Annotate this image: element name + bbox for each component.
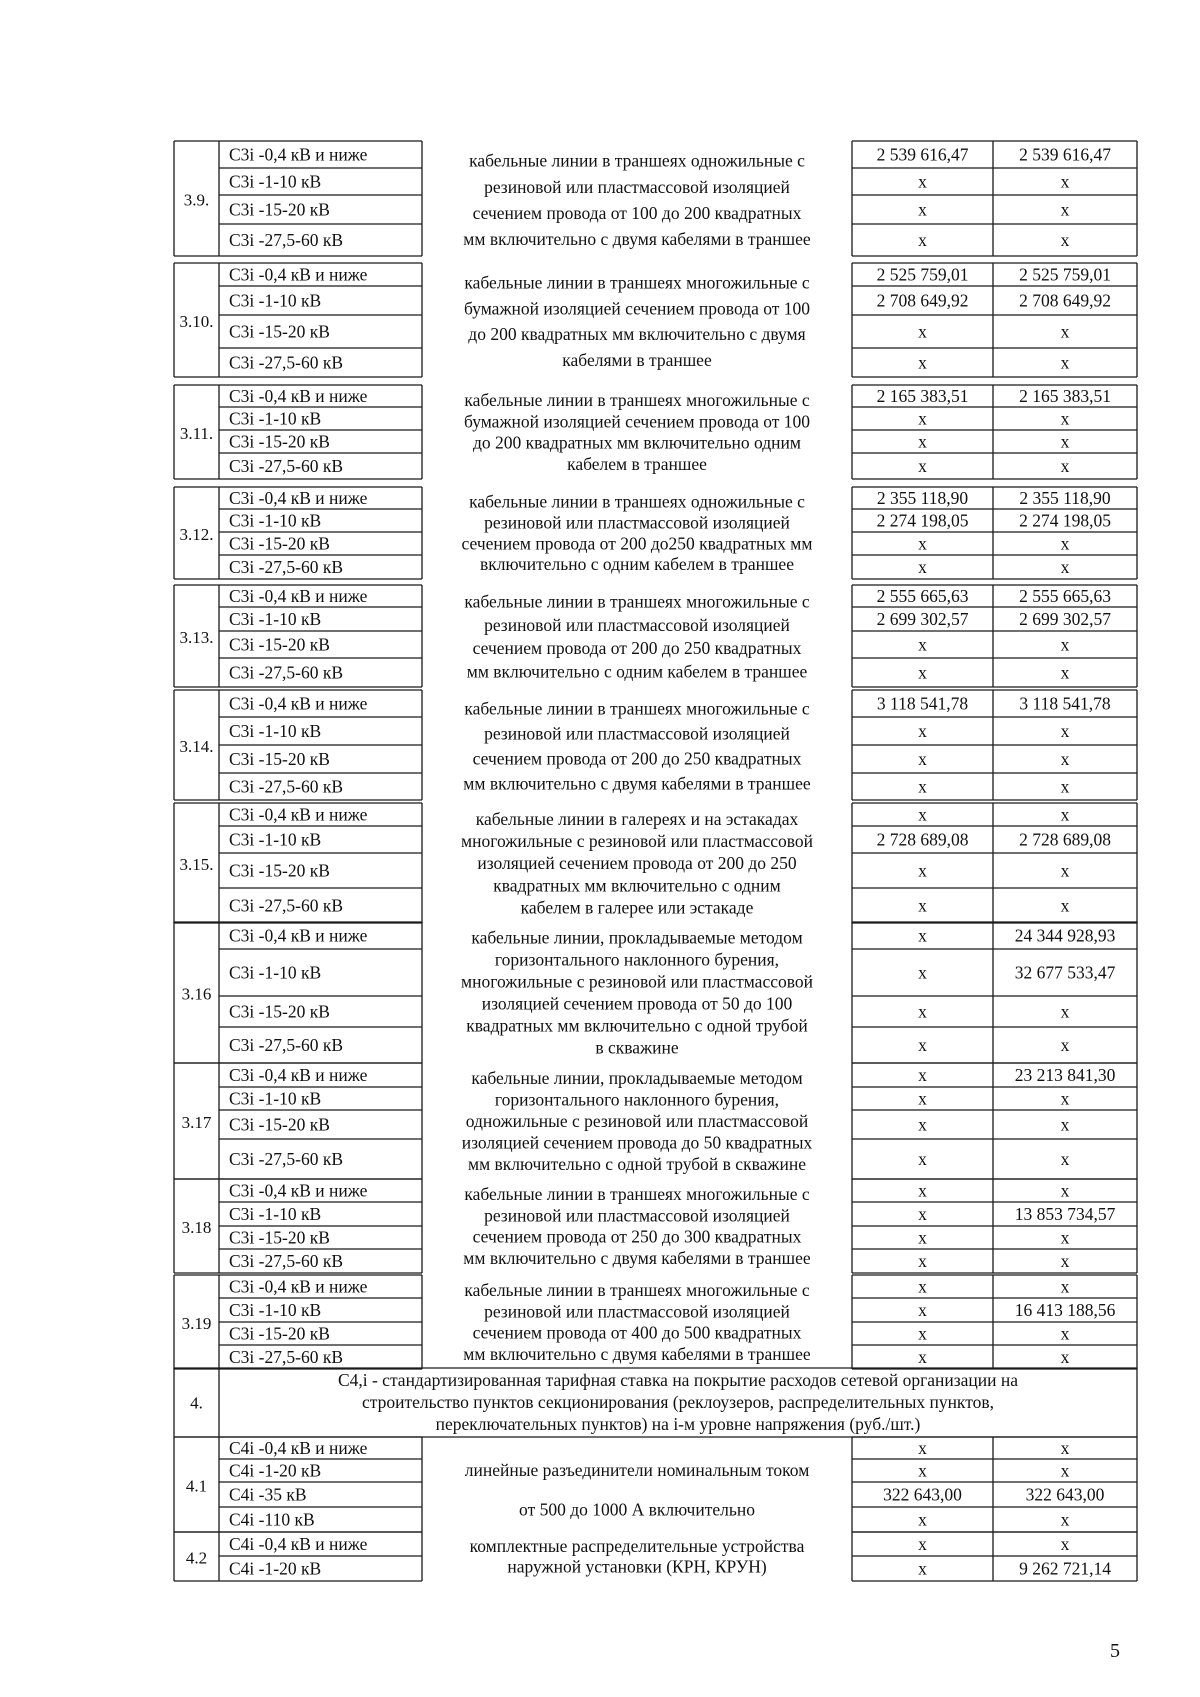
- description-line: кабельные линии в траншеях многожильные с: [464, 591, 810, 612]
- rate-value-col2: х: [1060, 1035, 1070, 1055]
- rate-value-col2: 23 213 841,30: [1014, 1065, 1116, 1085]
- section-header-line: переключательных пунктов) на i-м уровне напряжения (руб./шт.): [435, 1414, 921, 1434]
- voltage-level-label: С3i -15-20 кВ: [229, 860, 330, 881]
- rate-value-col2: 2 728 689,08: [1019, 829, 1111, 850]
- rate-value-col1: 2 539 616,47: [876, 144, 969, 165]
- description-line: квадратных мм включительно с одной трубой: [466, 1015, 808, 1036]
- rate-value-col2: 3 118 541,78: [1019, 693, 1111, 714]
- rate-value-col2: 2 699 302,57: [1019, 609, 1111, 629]
- rate-value-col2: х: [1060, 1438, 1070, 1458]
- description-line: от 500 до 1000 А включительно: [519, 1499, 755, 1520]
- voltage-level-label: С4i -0,4 кВ и ниже: [229, 1534, 368, 1554]
- rate-value-col2: х: [1060, 749, 1070, 769]
- section-number: 3.9.: [183, 190, 210, 210]
- voltage-level-label: С4i -1-20 кВ: [229, 1558, 322, 1579]
- rate-value-col2: х: [1060, 352, 1070, 373]
- rate-value-col2: х: [1060, 533, 1070, 554]
- description-line: до 200 квадратных мм включительно одним: [473, 432, 801, 453]
- rate-value-col2: х: [1060, 1347, 1070, 1367]
- description-line: многожильные с резиновой или пластмассовой: [461, 831, 813, 851]
- description-line: кабельные линии в траншеях одножильные с: [469, 150, 805, 171]
- section-number: 4.1: [185, 1476, 208, 1496]
- voltage-level-label: С3i -0,4 кВ и ниже: [229, 144, 368, 165]
- rate-value-col1: х: [918, 1204, 927, 1224]
- rate-value-col2: х: [1060, 860, 1070, 881]
- voltage-level-label: С4i -35 кВ: [229, 1484, 307, 1505]
- rate-value-col2: 24 344 928,93: [1014, 925, 1116, 946]
- description-line: комплектные распределительные устройства: [469, 1536, 805, 1557]
- voltage-level-label: С3i -15-20 кВ: [229, 749, 330, 769]
- rate-value-col1: х: [918, 431, 927, 452]
- rate-value-col2: 2 539 616,47: [1019, 144, 1111, 165]
- voltage-level-label: С3i -0,4 кВ и ниже: [229, 1180, 368, 1201]
- voltage-level-label: С3i -27,5-60 кВ: [229, 1035, 343, 1055]
- rate-value-col1: х: [918, 1227, 927, 1248]
- voltage-level-label: С3i -1-10 кВ: [229, 962, 322, 983]
- voltage-level-label: С3i -15-20 кВ: [229, 1323, 330, 1344]
- rate-value-col2: 2 555 665,63: [1019, 586, 1111, 606]
- section-number: 3.15.: [179, 855, 214, 874]
- rate-value-col1: 2 708 649,92: [876, 290, 969, 311]
- description-line: мм включительно с двумя кабелями в траншее: [463, 1344, 811, 1365]
- rate-value-col1: х: [918, 199, 927, 220]
- section-number: 3.19: [181, 1314, 212, 1333]
- rate-value-col1: х: [918, 352, 927, 373]
- rate-value-col2: х: [1060, 804, 1070, 825]
- rate-value-col1: 2 699 302,57: [876, 609, 969, 629]
- rate-value-col1: х: [918, 321, 927, 342]
- description-line: кабельные линии в траншеях многожильные с: [464, 1279, 810, 1300]
- rate-value-col1: 2 728 689,08: [876, 829, 969, 850]
- rate-value-col1: х: [918, 1276, 927, 1297]
- rate-value-col2: 32 677 533,47: [1014, 962, 1116, 983]
- rate-value-col1: 2 555 665,63: [876, 586, 969, 606]
- voltage-level-label: С3i -1-10 кВ: [229, 609, 322, 629]
- voltage-level-label: С3i -27,5-60 кВ: [229, 456, 343, 476]
- voltage-level-label: С3i -1-10 кВ: [229, 721, 322, 741]
- description-line: мм включительно с двумя кабелями в траншее: [463, 229, 811, 250]
- voltage-level-label: С3i -1-10 кВ: [229, 1088, 322, 1109]
- rate-value-col2: 16 413 188,56: [1014, 1300, 1116, 1320]
- rate-value-col2: х: [1060, 230, 1070, 250]
- rate-value-col1: х: [918, 962, 927, 983]
- voltage-level-label: С3i -0,4 кВ и ниже: [229, 1065, 368, 1085]
- voltage-level-label: С3i -1-10 кВ: [229, 829, 322, 850]
- voltage-level-label: С3i -1-10 кВ: [229, 408, 322, 429]
- rate-value-col1: х: [918, 456, 927, 476]
- rate-value-col2: х: [1060, 1114, 1070, 1135]
- rate-value-col1: 2 165 383,51: [876, 386, 969, 406]
- rate-value-col1: х: [918, 749, 927, 769]
- description-line: кабельные линии в траншеях многожильные с: [464, 1183, 810, 1204]
- rate-value-col2: х: [1060, 634, 1070, 655]
- description-line: сечением провода от 100 до 200 квадратных: [472, 202, 802, 223]
- description-line: мм включительно с двумя кабелями в траншее: [463, 1248, 811, 1269]
- rate-value-col2: х: [1060, 1276, 1070, 1297]
- voltage-level-label: С3i -15-20 кВ: [229, 1001, 330, 1022]
- voltage-level-label: С3i -1-10 кВ: [229, 290, 322, 311]
- section-number: 3.12.: [179, 525, 214, 544]
- description-line: кабелем в галерее или эстакаде: [520, 897, 754, 918]
- description-line: кабелями в траншее: [562, 350, 712, 371]
- rate-value-col2: х: [1060, 171, 1070, 192]
- voltage-level-label: С3i -0,4 кВ и ниже: [229, 488, 368, 508]
- rate-value-col1: х: [918, 662, 927, 683]
- description-line: кабельные линии в траншеях многожильные с: [464, 389, 810, 410]
- rate-value-col2: х: [1060, 895, 1070, 916]
- rate-value-col2: х: [1060, 431, 1070, 452]
- description-line: резиновой или пластмассовой изоляцией: [484, 723, 790, 744]
- voltage-level-label: С3i -15-20 кВ: [229, 1114, 330, 1135]
- rate-value-col1: х: [918, 804, 927, 825]
- rate-value-col2: х: [1060, 1180, 1070, 1201]
- description-line: кабельные линии в галереях и на эстакадах: [475, 808, 799, 829]
- rate-value-col1: х: [918, 1088, 927, 1109]
- rate-value-col1: х: [918, 1180, 927, 1201]
- section-number: 3.14.: [179, 737, 214, 756]
- description-line: кабельные линии в траншеях одножильные с: [469, 491, 805, 512]
- rate-value-col2: х: [1060, 321, 1070, 342]
- rate-value-col1: х: [918, 634, 927, 655]
- rate-value-col2: х: [1060, 1088, 1070, 1109]
- rate-value-col1: х: [918, 895, 927, 916]
- description-line: одножильные с резиновой или пластмассовой: [465, 1111, 809, 1132]
- voltage-level-label: С3i -1-10 кВ: [229, 1204, 322, 1224]
- voltage-level-label: С3i -0,4 кВ и ниже: [229, 386, 368, 406]
- voltage-level-label: С3i -27,5-60 кВ: [229, 895, 343, 916]
- voltage-level-label: С3i -15-20 кВ: [229, 199, 330, 220]
- description-line: кабелем в траншее: [567, 454, 707, 475]
- rate-value-col2: 13 853 734,57: [1014, 1204, 1116, 1224]
- rate-value-col2: х: [1060, 557, 1070, 577]
- description-line: горизонтального наклонного бурения,: [494, 949, 780, 970]
- voltage-level-label: С3i -0,4 кВ и ниже: [229, 693, 368, 714]
- voltage-level-label: С3i -27,5-60 кВ: [229, 230, 343, 250]
- rate-value-col2: 2 355 118,90: [1019, 488, 1111, 508]
- description-line: резиновой или пластмассовой изоляцией: [484, 176, 790, 197]
- rate-value-col1: х: [918, 1035, 927, 1055]
- section-number: 3.16: [181, 984, 212, 1004]
- description-line: наружной установки (КРН, КРУН): [507, 1556, 767, 1577]
- rate-value-col1: х: [918, 1558, 927, 1579]
- rate-value-col2: х: [1060, 408, 1070, 429]
- rate-value-col2: х: [1060, 1251, 1070, 1271]
- description-line: горизонтального наклонного бурения,: [494, 1089, 780, 1110]
- rate-value-col2: х: [1060, 199, 1070, 220]
- voltage-level-label: С3i -0,4 кВ и ниже: [229, 804, 368, 825]
- rate-value-col2: х: [1060, 662, 1070, 683]
- voltage-level-label: С3i -0,4 кВ и ниже: [229, 925, 368, 946]
- section-number: 3.18: [181, 1218, 212, 1237]
- voltage-level-label: С3i -0,4 кВ и ниже: [229, 1276, 368, 1297]
- description-line: сечением провода от 200 до 250 квадратных: [472, 638, 802, 659]
- voltage-level-label: С3i -15-20 кВ: [229, 431, 330, 452]
- rate-value-col1: х: [918, 1509, 927, 1530]
- section-number: 3.17: [181, 1113, 212, 1132]
- voltage-level-label: С3i -15-20 кВ: [229, 634, 330, 655]
- description-line: в скважине: [595, 1037, 679, 1058]
- rate-value-col2: 2 708 649,92: [1019, 290, 1111, 311]
- description-line: кабельные линии, прокладываемые методом: [471, 1068, 803, 1089]
- rate-value-col2: х: [1060, 776, 1070, 797]
- rate-value-col1: х: [918, 776, 927, 797]
- voltage-level-label: С3i -1-10 кВ: [229, 1300, 322, 1320]
- rate-value-col2: 9 262 721,14: [1019, 1558, 1111, 1579]
- rate-value-col1: х: [918, 1438, 927, 1458]
- description-line: сечением провода от 400 до 500 квадратных: [472, 1322, 802, 1343]
- rate-value-col1: х: [918, 557, 927, 577]
- description-line: мм включительно с одной трубой в скважине: [468, 1153, 806, 1174]
- description-line: изоляцией сечением провода от 200 до 250: [477, 853, 797, 874]
- rate-value-col1: х: [918, 533, 927, 554]
- rate-value-col1: х: [918, 408, 927, 429]
- description-line: мм включительно с двумя кабелями в траншее: [463, 773, 811, 794]
- rate-value-col1: х: [918, 1323, 927, 1344]
- rate-value-col2: х: [1060, 1534, 1070, 1554]
- rate-value-col1: х: [918, 1149, 927, 1169]
- description-line: квадратных мм включительно с одним: [493, 875, 781, 896]
- description-line: сечением провода от 200 до250 квадратных мм: [461, 533, 813, 554]
- rate-value-col1: х: [918, 171, 927, 192]
- description-line: бумажной изоляцией сечением провода от 100: [463, 298, 811, 319]
- voltage-level-label: С4i -110 кВ: [229, 1509, 315, 1530]
- voltage-level-label: С3i -15-20 кВ: [229, 533, 330, 554]
- description-line: включительно с одним кабелем в траншее: [480, 554, 794, 575]
- voltage-level-label: С3i -0,4 кВ и ниже: [229, 264, 368, 285]
- voltage-level-label: С4i -1-20 кВ: [229, 1460, 322, 1481]
- description-line: изоляцией сечением провода от 50 до 100: [481, 993, 793, 1014]
- rate-value-col1: х: [918, 1114, 927, 1135]
- description-line: резиновой или пластмассовой изоляцией: [484, 512, 790, 533]
- rate-value-col2: х: [1060, 721, 1070, 741]
- rate-value-col1: х: [918, 1300, 927, 1320]
- rate-value-col2: 2 525 759,01: [1019, 264, 1111, 285]
- rate-value-col2: х: [1060, 1227, 1070, 1248]
- description-line: кабельные линии в траншеях многожильные с: [464, 272, 810, 293]
- voltage-level-label: С3i -15-20 кВ: [229, 1227, 330, 1248]
- rate-value-col1: 3 118 541,78: [876, 693, 969, 714]
- page-number: 5: [1110, 1640, 1120, 1662]
- voltage-level-label: С3i -27,5-60 кВ: [229, 352, 343, 373]
- voltage-level-label: С3i -0,4 кВ и ниже: [229, 586, 368, 606]
- section-number: 3.13.: [179, 628, 214, 647]
- rate-value-col2: х: [1060, 1323, 1070, 1344]
- description-line: линейные разъединители номинальным током: [464, 1459, 810, 1480]
- description-line: изоляцией сечением провода до 50 квадратных: [461, 1132, 813, 1153]
- description-line: многожильные с резиновой или пластмассовой: [461, 971, 813, 992]
- description-line: резиновой или пластмассовой изоляцией: [484, 1301, 790, 1322]
- voltage-level-label: С3i -27,5-60 кВ: [229, 1251, 343, 1271]
- rate-value-col1: х: [918, 860, 927, 881]
- rate-value-col2: х: [1060, 1460, 1070, 1481]
- voltage-level-label: С3i -27,5-60 кВ: [229, 1347, 343, 1367]
- rate-value-col1: х: [918, 1347, 927, 1367]
- rate-value-col1: 322 643,00: [883, 1484, 962, 1505]
- rate-value-col1: х: [918, 230, 927, 250]
- section-number: 4.: [190, 1393, 203, 1413]
- voltage-level-label: С3i -27,5-60 кВ: [229, 776, 343, 797]
- section-number: 4.2: [185, 1548, 208, 1568]
- description-line: резиновой или пластмассовой изоляцией: [484, 614, 790, 635]
- voltage-level-label: С3i -27,5-60 кВ: [229, 662, 343, 683]
- description-line: бумажной изоляцией сечением провода от 100: [463, 411, 811, 432]
- rate-value-col2: х: [1060, 456, 1070, 476]
- description-line: сечением провода от 200 до 250 квадратных: [472, 748, 802, 769]
- rate-value-col2: х: [1060, 1149, 1070, 1169]
- rate-value-col1: х: [918, 1251, 927, 1271]
- voltage-level-label: С4i -0,4 кВ и ниже: [229, 1438, 368, 1458]
- section-header-line: С4,i - стандартизированная тарифная ставка на покрытие расходов сетевой организации на: [337, 1370, 1019, 1390]
- voltage-level-label: С3i -27,5-60 кВ: [229, 1149, 343, 1169]
- rate-value-col1: х: [918, 1534, 927, 1554]
- description-line: до 200 квадратных мм включительно с двумя: [468, 324, 806, 345]
- rate-value-col2: 2 274 198,05: [1019, 510, 1111, 531]
- rate-value-col2: х: [1060, 1509, 1070, 1530]
- description-line: сечением провода от 250 до 300 квадратных: [472, 1226, 802, 1247]
- description-line: кабельные линии в траншеях многожильные с: [464, 698, 810, 719]
- voltage-level-label: С3i -1-10 кВ: [229, 510, 322, 531]
- rate-value-col1: х: [918, 1460, 927, 1481]
- description-line: мм включительно с одним кабелем в траншее: [466, 661, 808, 682]
- description-line: резиновой или пластмассовой изоляцией: [484, 1205, 790, 1226]
- voltage-level-label: С3i -15-20 кВ: [229, 321, 330, 342]
- rate-value-col1: х: [918, 925, 927, 946]
- rate-value-col1: х: [918, 1001, 927, 1022]
- description-line: кабельные линии, прокладываемые методом: [471, 927, 803, 948]
- rate-value-col1: 2 274 198,05: [876, 510, 969, 531]
- rate-value-col1: 2 355 118,90: [876, 488, 969, 508]
- voltage-level-label: С3i -27,5-60 кВ: [229, 557, 343, 577]
- rate-value-col1: х: [918, 721, 927, 741]
- rate-value-col2: 322 643,00: [1025, 1484, 1105, 1505]
- rate-value-col1: 2 525 759,01: [876, 264, 969, 285]
- section-number: 3.10.: [179, 312, 214, 331]
- rate-value-col1: х: [918, 1065, 927, 1085]
- section-number: 3.11.: [179, 424, 214, 443]
- rate-value-col2: х: [1060, 1001, 1070, 1022]
- voltage-level-label: С3i -1-10 кВ: [229, 171, 322, 192]
- rate-value-col2: 2 165 383,51: [1019, 386, 1111, 406]
- section-header-line: строительство пунктов секционирования (реклоузеров, распределительных пунктов,: [361, 1392, 995, 1412]
